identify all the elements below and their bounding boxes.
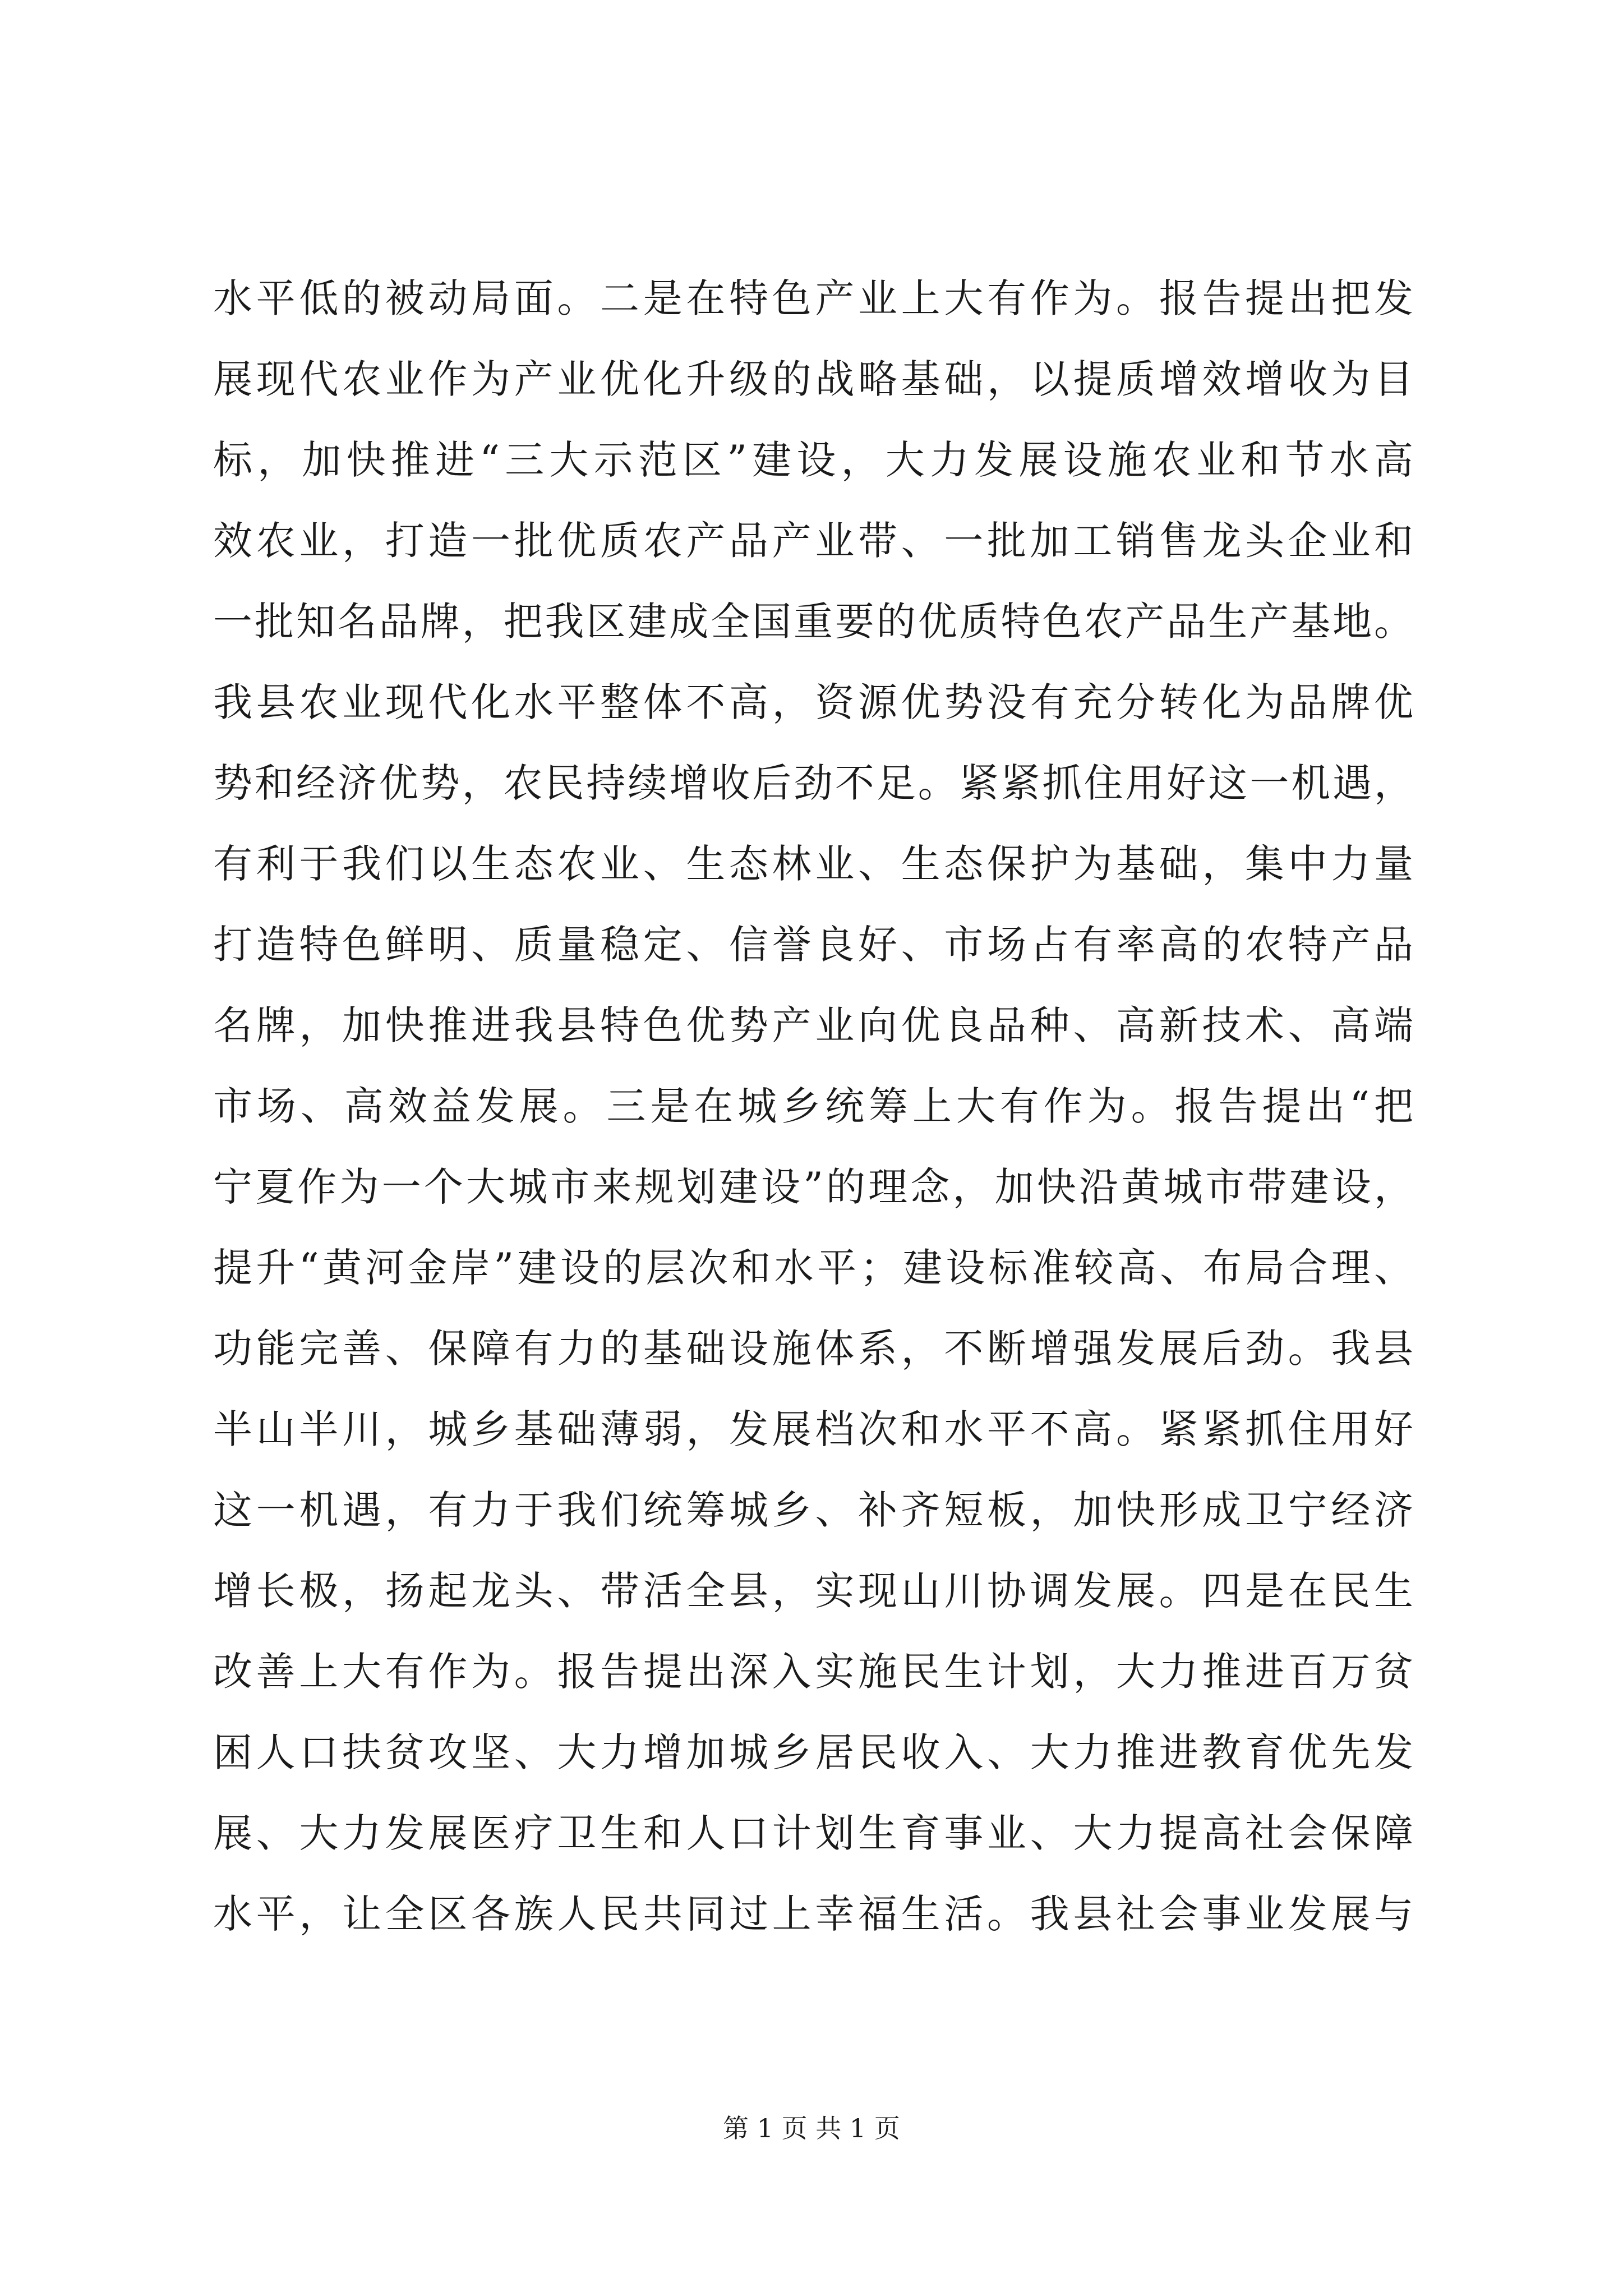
text-line: 半山半川，城乡基础薄弱，发展档次和水平不高。紧紧抓住用好 xyxy=(213,1406,1413,1452)
text-line: 势和经济优势，农民持续增收后劲不足。紧紧抓住用好这一机遇， xyxy=(213,760,1413,806)
text-line: 效农业，打造一批优质农产品产业带、一批加工销售龙头企业和 xyxy=(213,518,1413,564)
text-line: 名牌，加快推进我县特色优势产业向优良品种、高新技术、高端 xyxy=(213,1002,1413,1048)
text-line: 水平低的被动局面。二是在特色产业上大有作为。报告提出把发 xyxy=(213,275,1413,321)
page-footer xyxy=(0,2108,1623,2145)
text-line: 市场、高效益发展。三是在城乡统筹上大有作为。报告提出“把 xyxy=(213,1083,1413,1129)
text-line: 有利于我们以生态农业、生态林业、生态保护为基础，集中力量 xyxy=(213,841,1413,887)
text-line: 这一机遇，有力于我们统筹城乡、补齐短板，加快形成卫宁经济 xyxy=(213,1487,1413,1533)
text-line: 展现代农业作为产业优化升级的战略基础，以提质增效增收为目 xyxy=(213,356,1413,402)
text-line: 提升“黄河金岸”建设的层次和水平；建设标准较高、布局合理、 xyxy=(213,1245,1413,1291)
text-line: 功能完善、保障有力的基础设施体系，不断增强发展后劲。我县 xyxy=(213,1326,1413,1372)
text-line: 一批知名品牌，把我区建成全国重要的优质特色农产品生产基地。 xyxy=(213,599,1413,645)
text-line: 水平，让全区各族人民共同过上幸福生活。我县社会事业发展与 xyxy=(213,1891,1413,1937)
text-line: 标，加快推进“三大示范区”建设，大力发展设施农业和节水高 xyxy=(213,437,1413,483)
text-line: 改善上大有作为。报告提出深入实施民生计划，大力推进百万贫 xyxy=(213,1649,1413,1695)
text-line: 增长极，扬起龙头、带活全县，实现山川协调发展。四是在民生 xyxy=(213,1568,1413,1614)
text-line: 展、大力发展医疗卫生和人口计划生育事业、大力提高社会保障 xyxy=(213,1810,1413,1856)
text-line: 我县农业现代化水平整体不高，资源优势没有充分转化为品牌优 xyxy=(213,679,1413,725)
text-line: 宁夏作为一个大城市来规划建设”的理念，加快沿黄城市带建设， xyxy=(213,1164,1413,1210)
text-line: 打造特色鲜明、质量稳定、信誉良好、市场占有率高的农特产品 xyxy=(213,922,1413,968)
page-number-label: 第 1 页 共 1 页 xyxy=(723,2113,900,2143)
text-line: 困人口扶贫攻坚、大力增加城乡居民收入、大力推进教育优先发 xyxy=(213,1729,1413,1775)
document-body xyxy=(213,258,1413,1954)
